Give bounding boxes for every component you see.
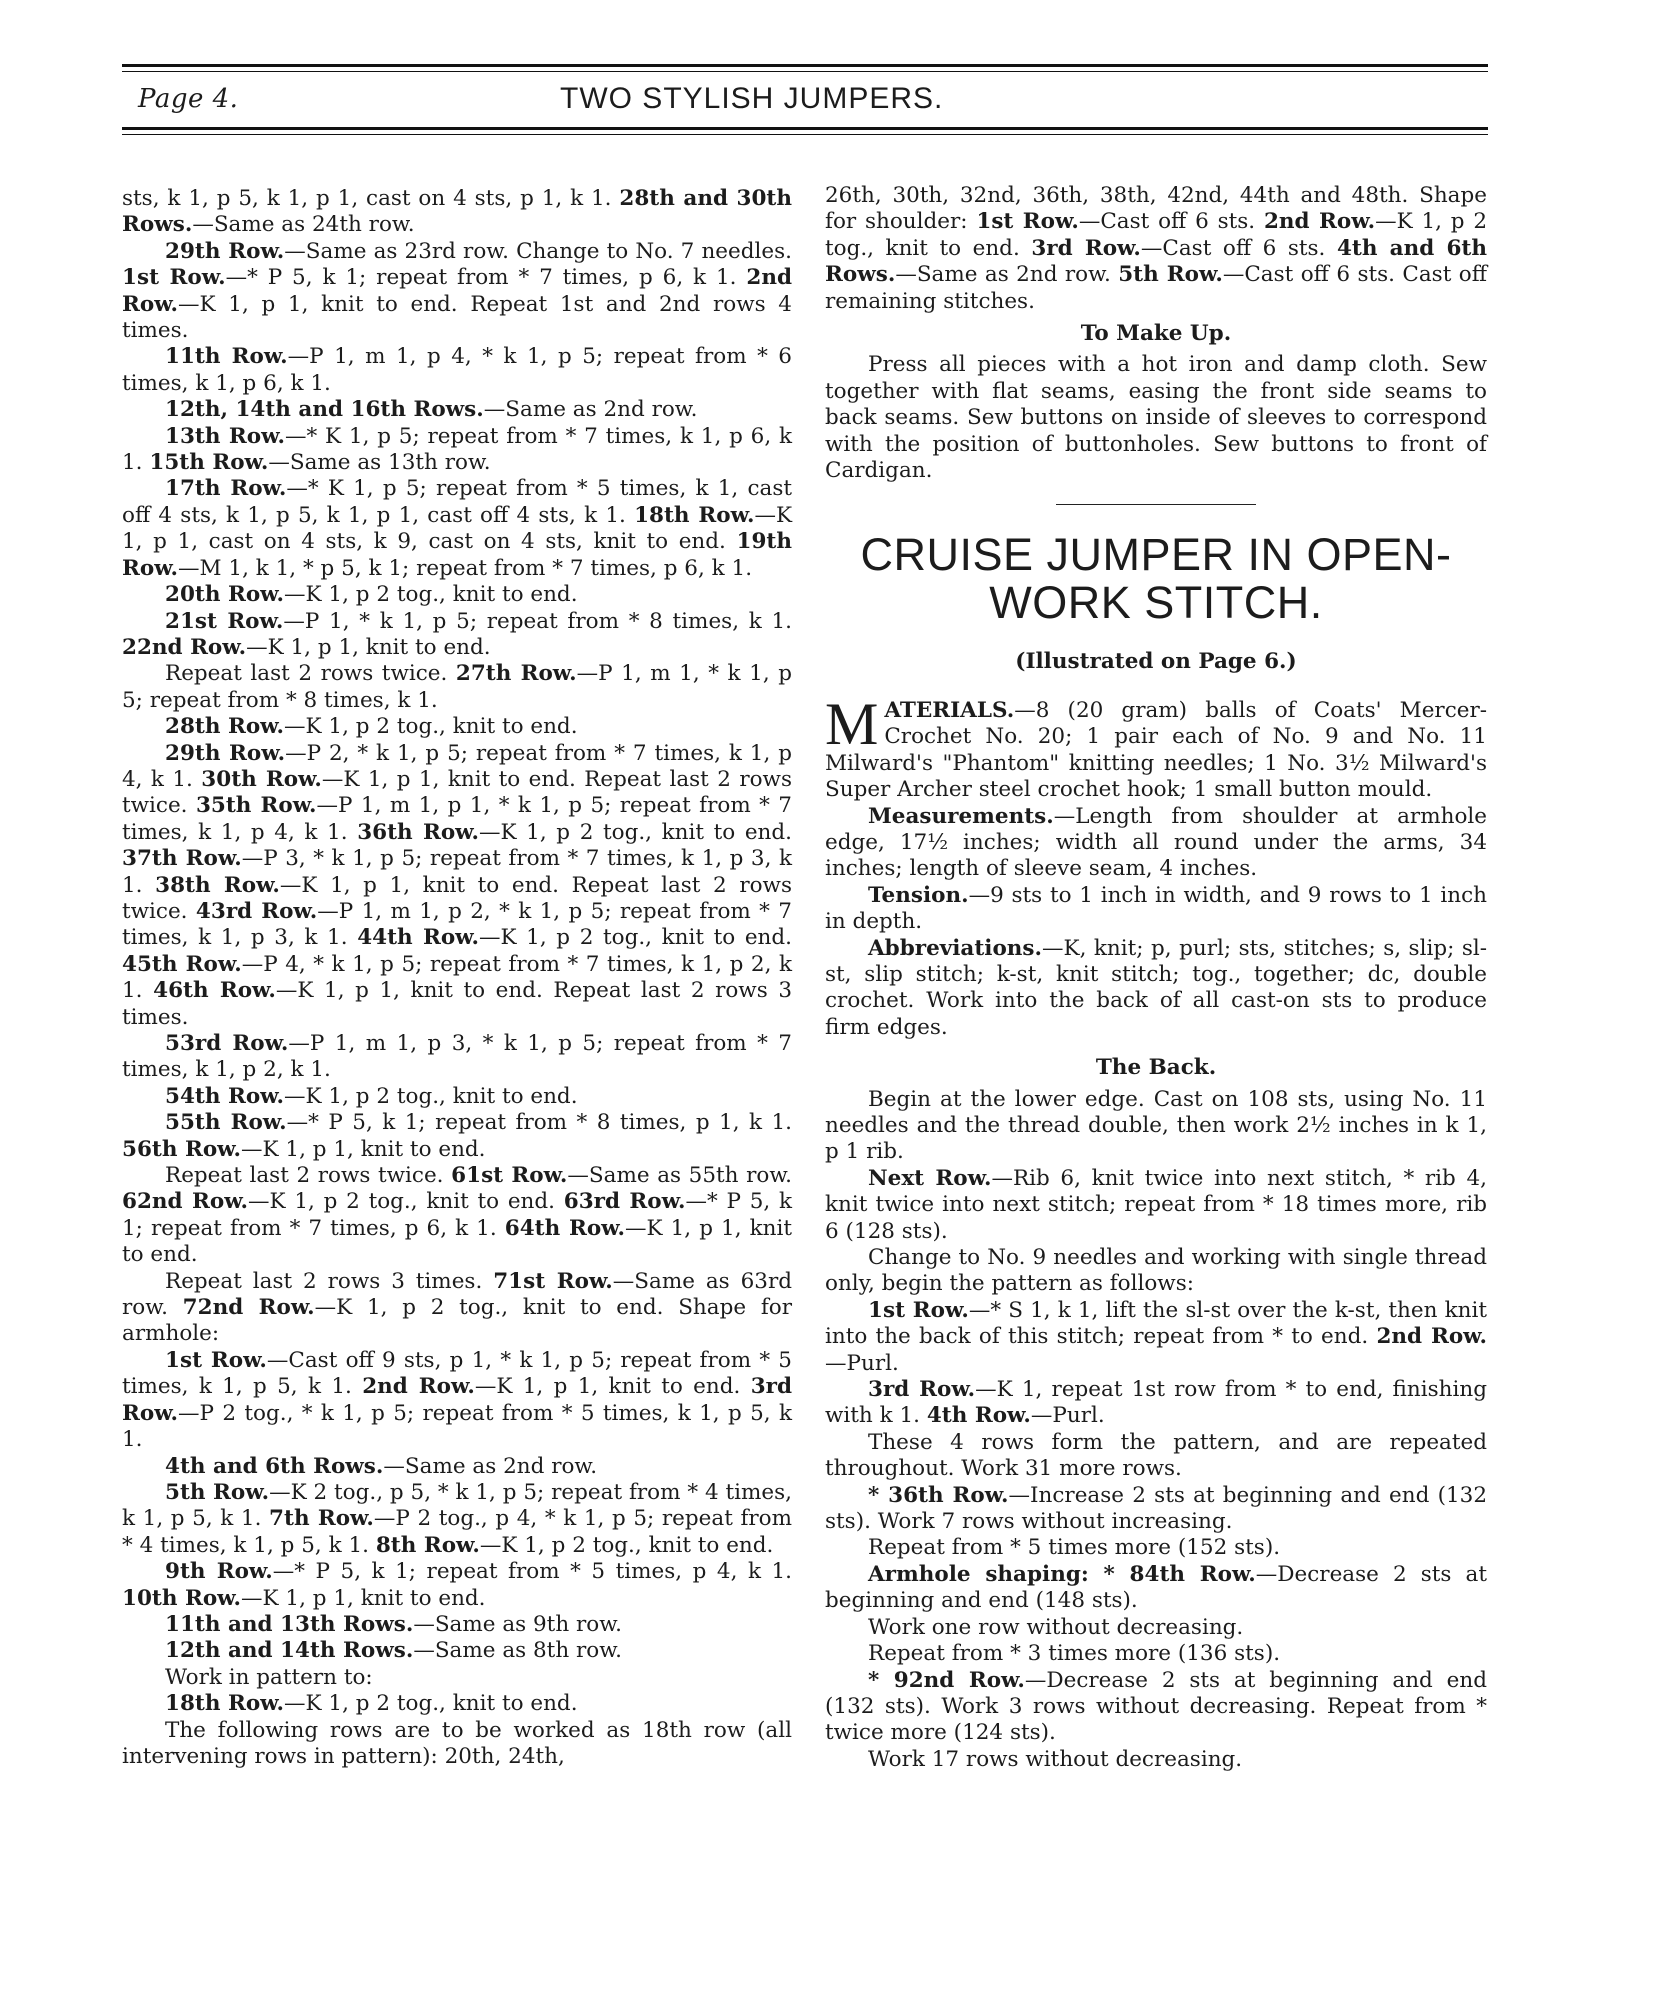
row-label: 53rd Row. — [165, 1031, 289, 1056]
row-label: 4th Row. — [926, 1403, 1031, 1429]
page-number: Page 4. — [138, 84, 239, 114]
row-text: —K 1, p 2 tog., knit to end. — [479, 925, 793, 951]
back-instructions — [825, 1087, 1487, 1774]
row-text: —K 1, p 2 tog., knit to end. — [284, 1691, 578, 1717]
row-label: 17th Row. — [165, 476, 287, 502]
instruction-paragraph — [825, 1535, 1487, 1561]
measurements-paragraph — [825, 804, 1487, 883]
instruction-paragraph — [825, 1245, 1487, 1298]
row-label: 3rd Row. — [868, 1377, 976, 1403]
row-text: —K 1, p 1, knit to end. — [241, 1585, 486, 1611]
row-label: 2nd Row. — [122, 265, 792, 317]
row-text: —P 2 tog., * k 1, p 5; repeat from * 5 times, k 1, p 5, k 1. — [122, 1400, 792, 1453]
instruction-paragraph — [122, 1084, 792, 1110]
row-text: —K 1, p 1, knit to end. — [474, 1374, 741, 1400]
instruction-paragraph — [122, 397, 792, 423]
header-rule-bottom — [122, 127, 1488, 130]
row-text: Repeat last 2 rows twice. — [165, 1163, 444, 1189]
row-text: —K 1, p 2 tog., knit to end. — [479, 819, 793, 845]
row-label: 71st Row. — [493, 1268, 613, 1294]
instruction-paragraph — [825, 1377, 1487, 1430]
row-label: 7th Row. — [269, 1506, 374, 1532]
row-text: The following rows are to be worked as 18th row (all intervening rows in pattern): 20th, 24th, — [122, 1717, 792, 1769]
row-text: —Same as 2nd row. — [383, 1453, 598, 1479]
instruction-paragraph — [122, 714, 792, 740]
instruction-paragraph — [825, 1166, 1487, 1245]
row-text: —P 1, m 1, p 1, * k 1, p 5; repeat from * 7 times, k 1, p 4, k 1. — [122, 793, 792, 845]
row-text: —Rib 6, knit twice into next stitch, * rib 4, knit twice into next stitch; repeat from * 18 times more, rib 6 (128 sts). — [825, 1165, 1487, 1244]
row-label: * 92nd Row. — [868, 1667, 1025, 1693]
tension-text: —9 sts to 1 inch in width, and 9 rows to 1 inch in depth. — [825, 882, 1487, 935]
row-text: These 4 rows form the pattern, and are repeated throughout. Work 31 more rows. — [825, 1429, 1487, 1482]
instruction-paragraph — [122, 1638, 792, 1664]
row-text: Change to No. 9 needles and working with single thread only, begin the pattern as follows: — [825, 1245, 1487, 1297]
row-text: —Same as 8th row. — [413, 1638, 622, 1664]
row-label: 30th Row. — [201, 766, 322, 792]
instruction-paragraph — [825, 1668, 1487, 1747]
row-label: 5th Row. — [165, 1479, 270, 1505]
instruction-paragraph — [122, 582, 792, 608]
row-label: 56th Row. — [122, 1136, 242, 1162]
instruction-paragraph — [122, 1612, 792, 1638]
row-label: * 36th Row. — [868, 1482, 1009, 1508]
row-label: 1st Row. — [868, 1297, 969, 1323]
row-label: Next Row. — [868, 1165, 992, 1191]
row-text: —K 1, p 2 tog., knit to end. — [284, 714, 578, 740]
instruction-paragraph — [122, 1454, 792, 1480]
row-text: —P 2, * k 1, p 5; repeat from * 7 times, k 1, p 4, k 1. — [122, 740, 792, 792]
instruction-paragraph — [122, 239, 792, 345]
instruction-paragraph — [825, 1087, 1487, 1166]
instruction-paragraph — [122, 1665, 792, 1691]
row-label: 2nd Row. — [1263, 209, 1376, 235]
row-text: —* K 1, p 5; repeat from * 5 times, k 1, cast off 4 sts, k 1, p 5, k 1, p 1, cast off 4 sts, k 1. — [122, 476, 792, 528]
row-text: —* P 5, k 1; repeat from * 8 times, p 1, k 1. — [286, 1110, 793, 1136]
row-label: 3rd Row. — [122, 1374, 793, 1426]
row-label: 3rd Row. — [1031, 235, 1141, 261]
row-text: Repeat from * 5 times more (152 sts). — [868, 1535, 1281, 1561]
row-text: —Increase 2 sts at beginning and end (132 sts). Work 7 rows without increasing. — [825, 1482, 1487, 1535]
instruction-paragraph — [825, 1430, 1487, 1483]
instruction-paragraph — [122, 1031, 792, 1084]
row-label: 20th Row. — [165, 582, 285, 608]
row-text: —K 1, p 2 tog., knit to end. — [479, 1532, 774, 1558]
instruction-paragraph — [122, 1691, 792, 1717]
row-text: —K 1, p 1, cast on 4 sts, k 9, cast on 4 sts, knit to end. — [122, 502, 792, 555]
row-label: 54th Row. — [165, 1083, 285, 1109]
row-text: Repeat from * 3 times more (136 sts). — [868, 1641, 1281, 1667]
row-label: 8th Row. — [375, 1532, 480, 1558]
row-text: —Same as 13th row. — [268, 450, 491, 476]
row-label: 2nd Row. — [1376, 1324, 1487, 1350]
row-label: 12th and 14th Rows. — [165, 1638, 414, 1664]
instruction-paragraph — [825, 1615, 1487, 1641]
abbreviations-label: Abbreviations. — [868, 935, 1043, 961]
instruction-paragraph — [122, 186, 792, 239]
make-up-heading: To Make Up. — [1080, 321, 1232, 347]
header-rule-bottom-thin — [122, 134, 1488, 135]
row-text: —Same as 9th row. — [413, 1611, 622, 1637]
row-label: 11th and 13th Rows. — [165, 1611, 414, 1637]
row-text: —K 1, repeat 1st row from * to end, finishing with k 1. — [825, 1377, 1487, 1429]
instruction-paragraph — [122, 1348, 792, 1454]
row-label: 64th Row. — [504, 1215, 625, 1241]
illustrated-note: (Illustrated on Page 6.) — [1015, 649, 1297, 675]
row-text: —Same as 23rd row. Change to No. 7 needles. — [284, 238, 792, 264]
instruction-paragraph — [122, 741, 792, 1031]
instruction-paragraph — [122, 661, 792, 714]
row-label: 2nd Row. — [362, 1374, 475, 1400]
row-text: —K 1, p 2 tog., knit to end. Shape for armhole: — [122, 1295, 792, 1347]
row-text: sts, k 1, p 5, k 1, p 1, cast on 4 sts, p 1, k 1. — [122, 186, 612, 211]
measurements-text: —Length from shoulder at armhole edge, 17½ inches; width all round under the arms, 34 inches; length of sleeve seam, 4 inches. — [825, 803, 1487, 882]
row-label: 37th Row. — [122, 846, 242, 872]
cruise-jumper-title: CRUISE JUMPER IN OPEN-WORK STITCH. — [860, 529, 1452, 629]
back-heading: The Back. — [1095, 1055, 1217, 1081]
row-text: —Cast off 6 sts. Cast off remaining stitches. — [825, 262, 1487, 314]
row-text: —P 1, m 1, p 2, * k 1, p 5; repeat from * 7 times, k 1, p 3, k 1. — [122, 898, 792, 951]
row-text: —Same as 2nd row. — [895, 262, 1111, 288]
row-text: Work one row without decreasing. — [868, 1614, 1244, 1640]
row-text: —Purl. — [1030, 1403, 1105, 1429]
row-label: 18th Row. — [634, 502, 755, 528]
row-text: —* K 1, p 5; repeat from * 7 times, k 1, p 6, k 1. — [122, 423, 792, 476]
instruction-paragraph — [122, 476, 792, 582]
row-text: —K 1, p 1, knit to end. Repeat last 2 rows twice. — [122, 766, 792, 819]
row-text: —* P 5, k 1; repeat from * 7 times, p 6, k 1. — [122, 1189, 793, 1241]
row-text: —Decrease 2 sts at beginning and end (132 sts). Work 3 rows without decreasing. Repeat from * twice more (124 sts). — [825, 1667, 1488, 1746]
row-text: —P 1, m 1, p 4, * k 1, p 5; repeat from * 6 times, k 1, p 6, k 1. — [122, 344, 792, 396]
materials-text: —8 (20 gram) balls of Coats' Mercer-Crochet No. 20; 1 pair each of No. 9 and No. 11 Milward's "Phantom" knitting needles; 1 No. 3½ Milward's Super Archer steel crochet hook; 1 small button mould. — [825, 697, 1487, 803]
instruction-paragraph — [825, 1747, 1487, 1773]
row-label: 1st Row. — [976, 209, 1079, 235]
row-text: —Cast off 6 sts. — [1140, 235, 1326, 261]
drop-cap: M — [825, 690, 879, 757]
row-text: —K 1, p 1, knit to end. Repeat last 2 rows twice. — [122, 872, 792, 924]
row-label: 12th, 14th and 16th Rows. — [165, 397, 484, 423]
row-label: 44th Row. — [357, 925, 479, 951]
row-label: 1st Row. — [122, 265, 226, 291]
row-text: —P 1, * k 1, p 5; repeat from * 8 times, k 1. — [283, 608, 792, 634]
row-text: —P 1, m 1, * k 1, p 5; repeat from * 8 times, k 1. — [122, 661, 792, 713]
row-text: —K 1, p 2 tog., knit to end. — [284, 1083, 578, 1109]
row-label: 28th Row. — [165, 714, 285, 740]
row-text: —P 3, * k 1, p 5; repeat from * 7 times, k 1, p 3, k 1. — [122, 846, 792, 898]
row-text: —K 1, p 2 tog., knit to end. — [825, 209, 1487, 261]
tension-paragraph — [825, 883, 1487, 936]
row-text: —Same as 63rd row. — [122, 1268, 793, 1321]
row-label: 4th and 6th Rows. — [165, 1453, 384, 1479]
row-label: 61st Row. — [451, 1163, 568, 1189]
row-label: 29th Row. — [165, 238, 285, 264]
instruction-paragraph — [122, 1269, 792, 1348]
row-text: —Same as 24th row. — [192, 212, 415, 238]
left-column — [122, 186, 792, 1770]
row-text: —P 1, m 1, p 3, * k 1, p 5; repeat from * 7 times, k 1, p 2, k 1. — [122, 1031, 792, 1083]
row-text: Repeat last 2 rows 3 times. — [165, 1268, 483, 1294]
row-label: 5th Row. — [1118, 262, 1223, 288]
row-text: —Cast off 9 sts, p 1, * k 1, p 5; repeat from * 5 times, k 1, p 5, k 1. — [122, 1347, 792, 1400]
row-label: 1st Row. — [165, 1347, 267, 1373]
row-text: —Same as 2nd row. — [483, 397, 698, 423]
instruction-paragraph — [825, 183, 1487, 315]
row-text: —P 4, * k 1, p 5; repeat from * 7 times, k 1, p 2, k 1. — [122, 951, 792, 1004]
row-label: Armhole shaping: * 84th Row. — [868, 1561, 1256, 1587]
instruction-paragraph — [122, 1718, 792, 1771]
make-up-text: Press all pieces with a hot iron and damp cloth. Sew together with flat seams, easing the front side seams to back seams. Sew buttons on inside of sleeves to correspond with the position of buttonholes. Sew buttons to front of Cardigan. — [825, 352, 1487, 484]
row-text: Begin at the lower edge. Cast on 108 sts, using No. 11 needles and the thread double, then work 2½ inches in k 1, p 1 rib. — [825, 1086, 1487, 1165]
instruction-paragraph — [122, 1163, 792, 1269]
row-label: 28th and 30th Rows. — [122, 186, 792, 238]
row-label: 38th Row. — [155, 872, 280, 898]
row-text: Repeat last 2 rows twice. — [165, 661, 448, 687]
header-rule-top-thin — [122, 71, 1488, 72]
instruction-paragraph — [122, 609, 792, 662]
row-text: —Cast off 6 sts. — [1078, 209, 1256, 235]
header-rule-top — [122, 64, 1488, 67]
instruction-paragraph — [122, 424, 792, 477]
row-text: —Same as 55th row. — [567, 1163, 793, 1189]
row-text: —K 1, p 2 tog., knit to end. — [284, 582, 578, 608]
row-label: 55th Row. — [165, 1110, 287, 1136]
row-label: 27th Row. — [455, 661, 577, 687]
row-label: 22nd Row. — [122, 634, 247, 660]
materials-paragraph — [825, 690, 1487, 804]
row-label: 35th Row. — [195, 793, 317, 819]
row-text: —K 1, p 2 tog., knit to end. — [248, 1189, 555, 1215]
instruction-paragraph — [825, 1298, 1487, 1377]
row-label: 21st Row. — [165, 608, 284, 634]
row-label: 43rd Row. — [195, 898, 318, 924]
row-text: —* P 5, k 1; repeat from * 7 times, p 6, k 1. — [225, 265, 737, 291]
row-text: 26th, 30th, 32nd, 36th, 38th, 42nd, 44th and 48th. Shape for shoulder: — [825, 183, 1487, 235]
abbreviations-paragraph — [825, 936, 1487, 1042]
tension-label: Tension. — [868, 882, 969, 908]
row-text: —M 1, k 1, * p 5, k 1; repeat from * 7 times, p 6, k 1. — [178, 555, 753, 581]
instruction-paragraph — [825, 1483, 1487, 1536]
row-label: 10th Row. — [122, 1585, 242, 1611]
row-label: 63rd Row. — [563, 1189, 686, 1215]
row-text: Work 17 rows without decreasing. — [868, 1746, 1243, 1772]
row-label: 9th Row. — [165, 1559, 273, 1585]
row-label: 18th Row. — [165, 1691, 285, 1717]
instruction-paragraph — [825, 1641, 1487, 1667]
instruction-paragraph — [122, 1559, 792, 1612]
row-text: —K 1, p 1, knit to end. Repeat 1st and 2nd rows 4 times. — [122, 291, 792, 344]
row-label: 36th Row. — [357, 819, 479, 845]
measurements-label: Measurements. — [868, 803, 1054, 829]
row-text: —* S 1, k 1, lift the sl-st over the k-st, then knit into the back of this stitch; repeat from * to end. — [825, 1297, 1488, 1350]
row-text: —K 1, p 1, knit to end. — [122, 1215, 792, 1268]
instruction-paragraph — [825, 1562, 1487, 1615]
instruction-paragraph — [122, 1110, 792, 1163]
row-label: 19th Row. — [122, 529, 792, 581]
right-column — [825, 183, 1487, 1773]
row-label: 29th Row. — [165, 740, 286, 766]
row-label: 15th Row. — [149, 450, 269, 476]
row-text: Work in pattern to: — [165, 1664, 373, 1690]
row-text: —K 1, p 1, knit to end. — [246, 634, 491, 660]
row-text: —* P 5, k 1; repeat from * 5 times, p 4, k 1. — [272, 1559, 793, 1585]
row-text: —K 1, p 1, knit to end. Repeat last 2 rows 3 times. — [122, 978, 792, 1030]
row-label: 13th Row. — [165, 423, 285, 449]
row-label: 72nd Row. — [182, 1295, 315, 1321]
row-text: —K 2 tog., p 5, * k 1, p 5; repeat from * 4 times, k 1, p 5, k 1. — [122, 1479, 793, 1532]
page-title: TWO STYLISH JUMPERS. — [560, 82, 944, 115]
row-label: 11th Row. — [165, 344, 288, 370]
abbreviations-text: —K, knit; p, purl; sts, stitches; s, slip; sl-st, slip stitch; k-st, knit stitch; tog., together; dc, double crochet. Work into the back of all cast-on sts to produce firm edges. — [825, 935, 1487, 1040]
row-text: —Decrease 2 sts at beginning and end (148 sts). — [825, 1561, 1487, 1614]
row-text: —Purl. — [825, 1350, 899, 1376]
instruction-paragraph — [122, 344, 792, 397]
section-divider — [1056, 504, 1256, 505]
row-label: 46th Row. — [153, 978, 276, 1004]
row-label: 45th Row. — [122, 951, 242, 977]
materials-label: ATERIALS. — [884, 697, 1015, 723]
row-text: —K 1, p 1, knit to end. — [241, 1136, 486, 1162]
row-text: —P 2 tog., p 4, * k 1, p 5; repeat from * 4 times, k 1, p 5, k 1. — [122, 1506, 793, 1558]
instruction-paragraph — [122, 1480, 792, 1559]
row-label: 62nd Row. — [122, 1189, 249, 1215]
row-label: 4th and 6th Rows. — [825, 235, 1487, 288]
shoulder-shaping-text — [825, 183, 1487, 315]
